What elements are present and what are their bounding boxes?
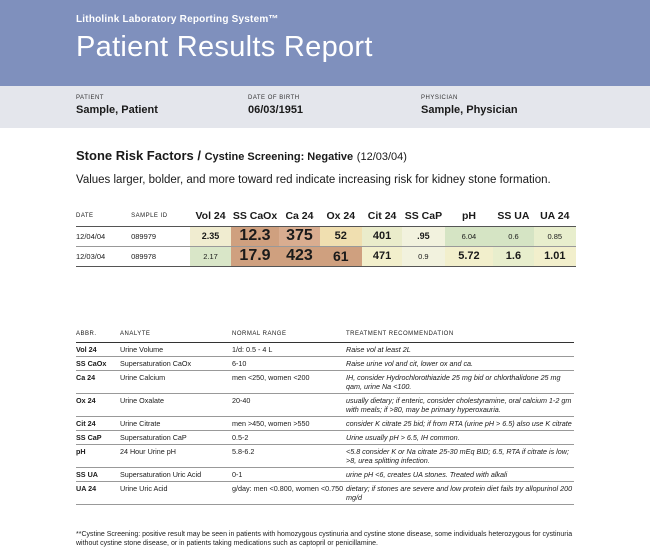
analyte-header: ANALYTE <box>120 326 232 342</box>
analyte-cell: Supersaturation CaOx <box>120 356 232 370</box>
results-header: Ca 24 <box>279 206 319 226</box>
analyte-cell: Supersaturation CaP <box>120 430 232 444</box>
analyte-cell: 20-40 <box>232 393 346 416</box>
analyte-row <box>76 481 574 504</box>
results-table <box>76 206 576 267</box>
result-cell: 6.04 <box>445 226 494 246</box>
analyte-cell: Vol 24 <box>76 342 120 356</box>
analyte-cell: <5.8 consider K or Na citrate 25-30 mEq BID; 6.5, RTA if citrate is low; >8, urea splitting infection. <box>346 444 574 467</box>
analyte-cell: dietary; if stones are severe and low protein diet fails try allopurinol 200 mg/d <box>346 481 574 504</box>
analyte-cell: Urine Oxalate <box>120 393 232 416</box>
analyte-row <box>76 393 574 416</box>
analyte-row <box>76 416 574 430</box>
analyte-row <box>76 342 574 356</box>
table-row <box>76 226 576 246</box>
analyte-cell: Cit 24 <box>76 416 120 430</box>
analyte-cell: urine pH <6, creates UA stones. Treated with alkali <box>346 467 574 481</box>
analyte-cell: Urine Uric Acid <box>120 481 232 504</box>
result-cell: 2.35 <box>190 226 230 246</box>
result-cell: 471 <box>362 246 402 266</box>
analyte-cell: Urine Volume <box>120 342 232 356</box>
analyte-header: ABBR. <box>76 326 120 342</box>
result-cell: 52 <box>320 226 362 246</box>
patient-field <box>76 95 158 116</box>
result-cell: 5.72 <box>445 246 494 266</box>
stone-risk-title: Stone Risk Factors <box>76 148 194 163</box>
result-cell: .95 <box>402 226 444 246</box>
analyte-cell: Ca 24 <box>76 370 120 393</box>
result-cell: 375 <box>279 226 319 246</box>
result-cell: 0.9 <box>402 246 444 266</box>
stone-risk-heading <box>76 148 407 163</box>
analyte-cell: 1/d: 0.5 - 4 L <box>232 342 346 356</box>
heading-separator: / <box>193 148 205 163</box>
analyte-cell: consider K citrate 25 bid; if from RTA (urine pH > 6.5) also use K citrate <box>346 416 574 430</box>
screening-date: (12/03/04) <box>356 151 407 163</box>
analyte-cell: pH <box>76 444 120 467</box>
results-header: UA 24 <box>534 206 576 226</box>
analyte-table <box>76 326 574 505</box>
results-header: pH <box>445 206 494 226</box>
dob-label: DATE OF BIRTH <box>248 95 300 101</box>
results-header: Cit 24 <box>362 206 402 226</box>
results-header: SAMPLE ID <box>131 206 190 226</box>
analyte-cell: men <250, women <200 <box>232 370 346 393</box>
results-header: Ox 24 <box>320 206 362 226</box>
results-header: SS UA <box>493 206 533 226</box>
analyte-row <box>76 356 574 370</box>
table-row <box>76 246 576 266</box>
analyte-row <box>76 444 574 467</box>
analyte-cell: Urine Calcium <box>120 370 232 393</box>
result-cell: 0.85 <box>534 226 576 246</box>
analyte-row <box>76 430 574 444</box>
analyte-cell: Urine usually pH > 6.5, IH common. <box>346 430 574 444</box>
result-cell: 12/03/04 <box>76 246 131 266</box>
result-cell: 089978 <box>131 246 190 266</box>
analyte-row <box>76 370 574 393</box>
analyte-cell: SS UA <box>76 467 120 481</box>
analyte-cell: Raise vol at least 2L <box>346 342 574 356</box>
result-cell: 17.9 <box>231 246 280 266</box>
result-cell: 401 <box>362 226 402 246</box>
result-cell: 089979 <box>131 226 190 246</box>
physician-label: PHYSICIAN <box>421 95 458 101</box>
analyte-cell: SS CaOx <box>76 356 120 370</box>
analyte-header: NORMAL RANGE <box>232 326 346 342</box>
results-header: SS CaOx <box>231 206 280 226</box>
result-cell: 423 <box>279 246 319 266</box>
analyte-cell: usually dietary; if enteric, consider cholestyramine, oral calcium 1-2 gm with meals; if >80, may be primary hyperoxauria. <box>346 393 574 416</box>
analyte-cell: 5.8-6.2 <box>232 444 346 467</box>
result-cell: 61 <box>320 246 362 266</box>
physician-field <box>421 95 518 116</box>
patient-info-bar <box>0 86 650 128</box>
patient-value: Sample, Patient <box>76 104 158 116</box>
analyte-cell: SS CaP <box>76 430 120 444</box>
analyte-cell: Raise urine vol and cit, lower ox and ca. <box>346 356 574 370</box>
report-header <box>0 0 650 86</box>
patient-label: PATIENT <box>76 95 104 101</box>
footnote: **Cystine Screening: positive result may be seen in patients with homozygous cystinuria and cystine stone disease, some individuals heterozygous for cystinuria without cystine stone disease, or in patients taking medications such as captopril or penicillamine. <box>76 531 573 548</box>
result-cell: 12/04/04 <box>76 226 131 246</box>
intro-text: Values larger, bolder, and more toward red indicate increasing risk for kidney stone formation. <box>76 174 551 186</box>
analyte-cell: 24 Hour Urine pH <box>120 444 232 467</box>
results-header: SS CaP <box>402 206 444 226</box>
analyte-cell: 0.5-2 <box>232 430 346 444</box>
analyte-cell: Urine Citrate <box>120 416 232 430</box>
analyte-cell: IH, consider Hydrochlorothiazide 25 mg bid or chlorthalidone 25 mg qam, urine Na <100. <box>346 370 574 393</box>
analyte-cell: men >450, women >550 <box>232 416 346 430</box>
analyte-row <box>76 467 574 481</box>
result-cell: 0.6 <box>493 226 533 246</box>
analyte-cell: 0-1 <box>232 467 346 481</box>
analyte-cell: Supersaturation Uric Acid <box>120 467 232 481</box>
analyte-cell: 6-10 <box>232 356 346 370</box>
analyte-cell: Ox 24 <box>76 393 120 416</box>
system-name: Litholink Laboratory Reporting System™ <box>76 14 279 25</box>
page-title: Patient Results Report <box>76 31 373 63</box>
analyte-header: TREATMENT RECOMMENDATION <box>346 326 574 342</box>
cystine-screening: Cystine Screening: Negative <box>204 151 354 163</box>
physician-value: Sample, Physician <box>421 104 518 116</box>
analyte-cell: g/day: men <0.800, women <0.750 <box>232 481 346 504</box>
results-header: DATE <box>76 206 131 226</box>
result-cell: 1.01 <box>534 246 576 266</box>
result-cell: 2.17 <box>190 246 230 266</box>
result-cell: 12.3 <box>231 226 280 246</box>
dob-value: 06/03/1951 <box>248 104 304 116</box>
result-cell: 1.6 <box>493 246 533 266</box>
results-header: Vol 24 <box>190 206 230 226</box>
analyte-cell: UA 24 <box>76 481 120 504</box>
dob-field <box>248 95 303 116</box>
